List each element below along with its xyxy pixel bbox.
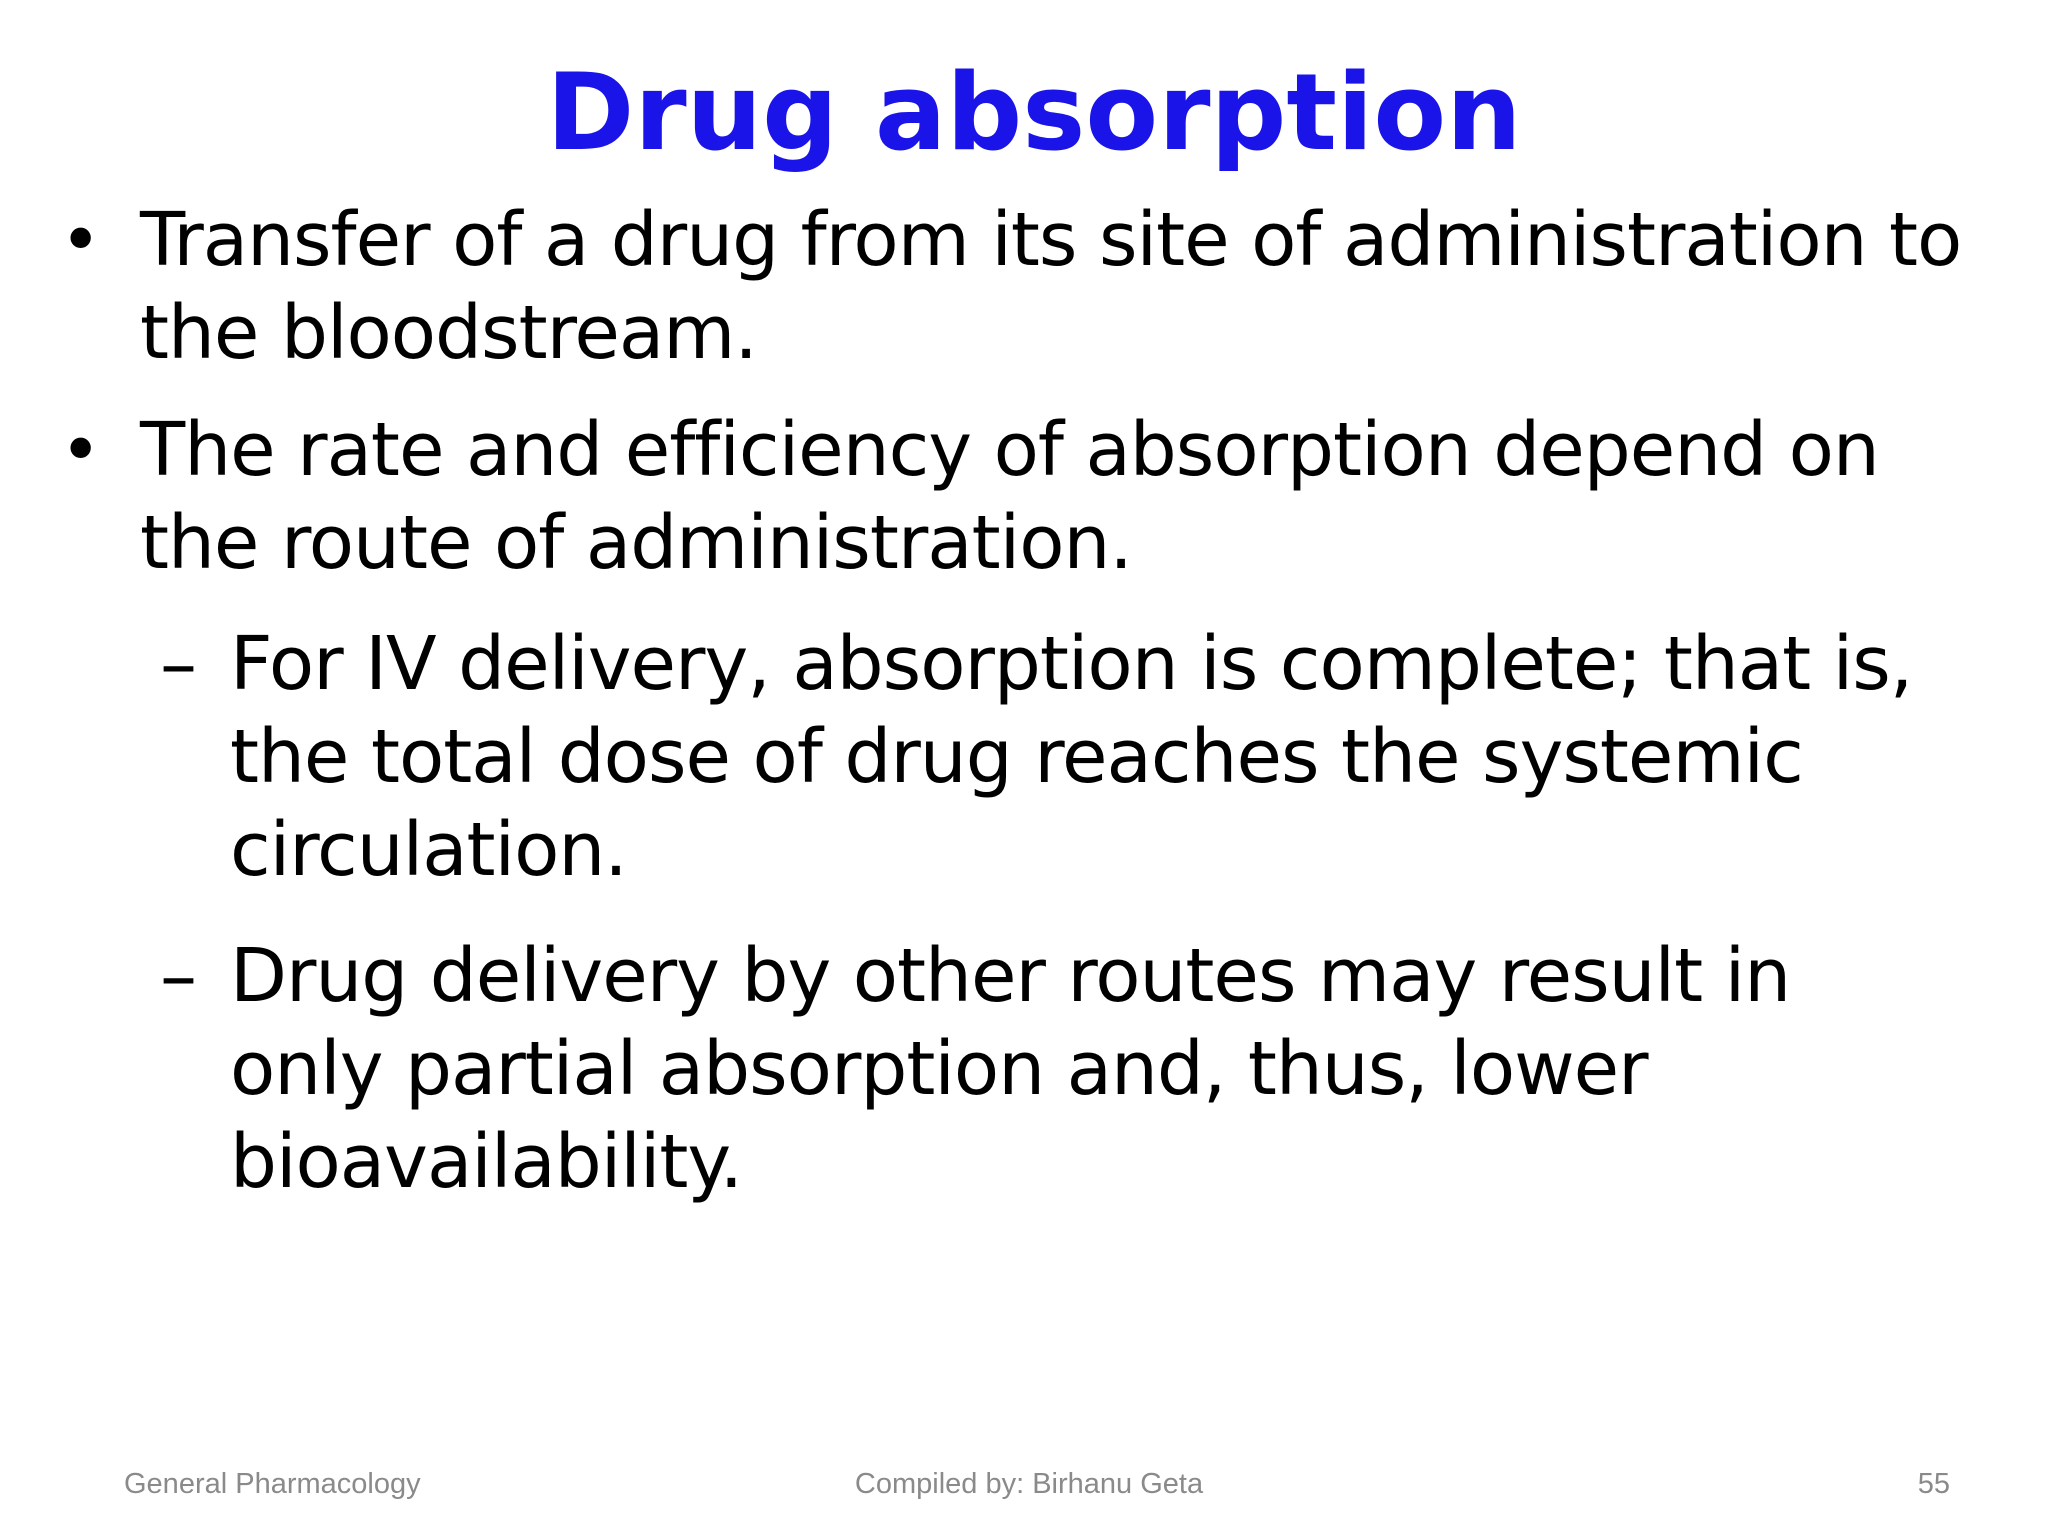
sub-bullet-marker: – — [160, 621, 197, 707]
slide-title: Drug absorption — [546, 51, 1522, 174]
bullet-text-rate-efficiency: The rate and efficiency of absorption depend on the route of administration. — [140, 407, 1879, 586]
bullet-text-definition: Transfer of a drug from its site of administration to the bloodstream. — [140, 197, 1962, 376]
footer-page-number: 55 — [1917, 1468, 1950, 1500]
sub-bullet-text-iv-delivery: For IV delivery, absorption is complete; that is, the total dose of drug reaches the systemic circulation. — [230, 621, 1913, 893]
footer-course-name: General Pharmacology — [124, 1468, 421, 1500]
sub-bullet-text-other-routes: Drug delivery by other routes may result in only partial absorption and, thus, lower bioavailability. — [230, 933, 1791, 1205]
footer-author: Compiled by: Birhanu Geta — [854, 1468, 1204, 1500]
bullet-marker: • — [60, 409, 102, 491]
sub-bullet-marker: – — [160, 933, 197, 1019]
bullet-marker: • — [60, 199, 102, 281]
